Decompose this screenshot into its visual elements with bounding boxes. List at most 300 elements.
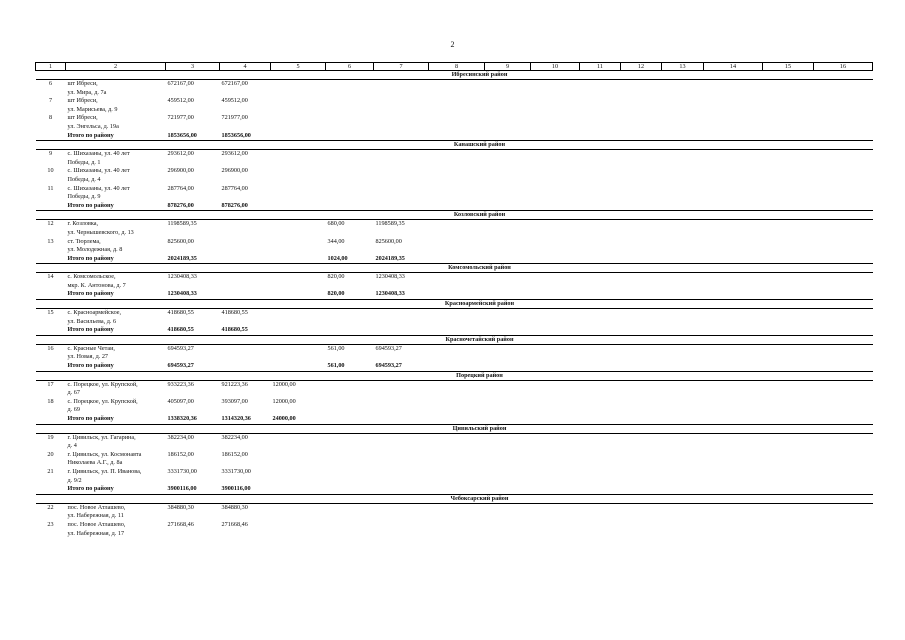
col4-total: [220, 255, 271, 264]
address-line: ул. Набережная, д. 11: [67, 512, 124, 520]
col7-total: [374, 132, 429, 141]
spacer: [531, 494, 873, 503]
row-number: 15: [47, 309, 54, 317]
row-number: 23: [47, 520, 54, 528]
address-line: пос. Новое Атлашево,: [67, 503, 126, 511]
empty-cell: [580, 220, 621, 238]
district-total-row: [36, 132, 873, 141]
empty-cell: [531, 185, 580, 202]
empty-cell: [429, 167, 485, 184]
spacer: [531, 264, 873, 273]
district-header-row: [36, 71, 873, 80]
empty-cell: [763, 521, 814, 538]
col6-total: [326, 202, 374, 211]
empty-cell: [485, 97, 531, 114]
col6-value: [326, 150, 374, 168]
row-number: 10: [47, 167, 54, 175]
empty-cell: [531, 433, 580, 451]
empty-cell: [704, 503, 763, 521]
col3-value: 825600,00: [167, 237, 194, 245]
empty-cell: [580, 255, 621, 264]
col6-value: [326, 451, 374, 468]
empty-cell: [763, 362, 814, 371]
col3-value: 271668,46: [167, 520, 194, 528]
address-cell: [66, 521, 166, 538]
col4-value: 459512,00: [221, 97, 248, 105]
empty-cell: [429, 290, 485, 299]
empty-cell: [531, 326, 580, 335]
empty-cell: [36, 485, 66, 494]
address-line: ул. Набережная, д. 17: [67, 529, 125, 537]
col4-value: [220, 220, 271, 238]
empty-cell: [531, 202, 580, 211]
address-cell: [66, 273, 166, 291]
empty-cell: [580, 415, 621, 424]
col3-total: 1230408,33: [166, 290, 220, 299]
empty-cell: [580, 309, 621, 327]
empty-cell: [580, 362, 621, 371]
empty-cell: [763, 97, 814, 114]
address-line: с. Шихазаны, ул. 40 лет: [67, 167, 130, 175]
col7-value: [374, 150, 429, 168]
address-cell: [66, 150, 166, 168]
empty-cell: [531, 273, 580, 291]
address-line: г. Козловка,: [67, 220, 99, 228]
spacer: [531, 211, 873, 220]
address-line: с. Шихазаны, ул. 40 лет: [67, 150, 130, 158]
empty-cell: [704, 468, 763, 485]
col4-value: 921223,36: [221, 380, 248, 388]
empty-cell: [485, 202, 531, 211]
col5-total: [271, 362, 326, 371]
col5-value: [271, 185, 326, 202]
address-cell: [66, 97, 166, 114]
empty-cell: [429, 80, 485, 98]
col6-total: [326, 415, 374, 424]
col7-value: [374, 97, 429, 114]
col4-total: 1314320,36: [220, 415, 271, 424]
address-cell: [66, 398, 166, 415]
empty-cell: [662, 114, 704, 131]
empty-cell: [704, 380, 763, 398]
spacer: [36, 141, 429, 150]
empty-cell: [485, 80, 531, 98]
address-cell: [66, 114, 166, 131]
col5-total: [271, 485, 326, 494]
col3-value: 459512,00: [167, 97, 194, 105]
empty-cell: [485, 503, 531, 521]
address-line: Победы, д. 9: [67, 193, 101, 201]
col5-value: [271, 344, 326, 362]
col6-value: 561,00: [327, 344, 345, 352]
col4-value: 721977,00: [221, 114, 248, 122]
page-number: 2: [450, 40, 455, 49]
col6-total: 1024,00: [326, 255, 374, 264]
address-line: с. Шихазаны, ул. 40 лет: [67, 184, 130, 192]
col3-value: 933223,36: [167, 380, 194, 388]
empty-cell: [763, 344, 814, 362]
col4-value: 393097,00: [221, 397, 248, 405]
empty-cell: [814, 326, 873, 335]
district-header-row: [36, 371, 873, 380]
col3-value: 296900,00: [167, 167, 194, 175]
empty-cell: [580, 132, 621, 141]
column-header: 10: [531, 63, 580, 71]
address-cell: [66, 503, 166, 521]
column-header: 1: [36, 63, 66, 71]
empty-cell: [429, 362, 485, 371]
empty-cell: [621, 362, 662, 371]
empty-cell: [429, 220, 485, 238]
empty-cell: [485, 167, 531, 184]
spacer: [36, 335, 429, 344]
empty-cell: [662, 255, 704, 264]
empty-cell: [429, 433, 485, 451]
empty-cell: [485, 309, 531, 327]
col7-value: [374, 433, 429, 451]
empty-cell: [814, 114, 873, 131]
empty-cell: [621, 202, 662, 211]
empty-cell: [580, 202, 621, 211]
row-number: 9: [48, 150, 53, 158]
empty-cell: [763, 255, 814, 264]
column-header: 2: [66, 63, 166, 71]
col3-total: 878276,00: [166, 202, 220, 211]
empty-cell: [580, 150, 621, 168]
empty-cell: [429, 185, 485, 202]
district-total-row: [36, 255, 873, 264]
empty-cell: [814, 202, 873, 211]
column-header: 6: [326, 63, 374, 71]
col3-value: 721977,00: [167, 114, 194, 122]
col5-value: [271, 433, 326, 451]
col3-value: 1198589,35: [167, 220, 197, 228]
empty-cell: [485, 238, 531, 255]
col6-value: [326, 521, 374, 538]
empty-cell: [580, 238, 621, 255]
empty-cell: [531, 362, 580, 371]
table-row: [36, 167, 873, 184]
col7-total: [374, 485, 429, 494]
empty-cell: [429, 485, 485, 494]
district-total-row: [36, 202, 873, 211]
total-label: Итого по району: [66, 415, 166, 424]
empty-cell: [485, 415, 531, 424]
row-number: 13: [47, 237, 54, 245]
empty-cell: [485, 273, 531, 291]
col5-total: 24000,00: [271, 415, 326, 424]
empty-cell: [531, 238, 580, 255]
col4-value: 382234,00: [221, 433, 248, 441]
col6-value: [326, 468, 374, 485]
empty-cell: [621, 451, 662, 468]
column-header: 5: [271, 63, 326, 71]
empty-cell: [429, 398, 485, 415]
col6-value: [326, 97, 374, 114]
col5-value: [271, 521, 326, 538]
col5-value: [271, 309, 326, 327]
empty-cell: [763, 150, 814, 168]
address-line: д. 9/2: [67, 476, 82, 484]
table-row: [36, 344, 873, 362]
empty-cell: [429, 326, 485, 335]
col6-total: [326, 132, 374, 141]
empty-cell: [429, 309, 485, 327]
empty-cell: [531, 451, 580, 468]
col7-value: 1198589,35: [375, 220, 405, 228]
row-number: 17: [47, 380, 54, 388]
empty-cell: [704, 326, 763, 335]
spacer: [531, 424, 873, 433]
col4-total: 1853656,00: [220, 132, 271, 141]
empty-cell: [580, 521, 621, 538]
empty-cell: [429, 503, 485, 521]
empty-cell: [621, 80, 662, 98]
empty-cell: [580, 167, 621, 184]
empty-cell: [531, 415, 580, 424]
empty-cell: [704, 220, 763, 238]
district-name: Козловский район: [429, 211, 531, 220]
empty-cell: [662, 202, 704, 211]
empty-cell: [763, 202, 814, 211]
empty-cell: [814, 344, 873, 362]
address-line: г. Цивильск, ул. Гагарина,: [67, 433, 136, 441]
col3-value: 694593,27: [167, 344, 194, 352]
spacer: [36, 264, 429, 273]
empty-cell: [704, 344, 763, 362]
address-line: с. Красные Четаи,: [67, 344, 115, 352]
col6-value: [326, 433, 374, 451]
col4-total: [220, 290, 271, 299]
address-line: с. Порецкое, ул. Крупской,: [67, 397, 138, 405]
empty-cell: [814, 220, 873, 238]
total-label: Итого по району: [66, 255, 166, 264]
empty-cell: [36, 362, 66, 371]
col6-value: 680,00: [327, 220, 345, 228]
empty-cell: [621, 150, 662, 168]
col3-total: 1338320,36: [166, 415, 220, 424]
empty-cell: [580, 114, 621, 131]
col4-total: 878276,00: [220, 202, 271, 211]
address-cell: [66, 380, 166, 398]
column-header: 14: [704, 63, 763, 71]
empty-cell: [763, 80, 814, 98]
col3-value: 3331730,00: [167, 467, 197, 475]
empty-cell: [485, 114, 531, 131]
empty-cell: [621, 415, 662, 424]
spacer: [36, 494, 429, 503]
empty-cell: [531, 380, 580, 398]
empty-cell: [814, 150, 873, 168]
address-line: д. 69: [67, 406, 80, 414]
address-line: ул. Чернышевского, д. 13: [67, 228, 134, 236]
empty-cell: [531, 80, 580, 98]
table-row: [36, 150, 873, 168]
empty-cell: [814, 468, 873, 485]
col3-total: 1853656,00: [166, 132, 220, 141]
empty-cell: [621, 167, 662, 184]
empty-cell: [662, 451, 704, 468]
empty-cell: [662, 380, 704, 398]
address-line: мкр. К. Антонова, д. 7: [67, 281, 126, 289]
col5-value: [271, 273, 326, 291]
row-number: 14: [47, 273, 54, 281]
empty-cell: [36, 255, 66, 264]
empty-cell: [704, 132, 763, 141]
empty-cell: [763, 485, 814, 494]
empty-cell: [531, 114, 580, 131]
table-row: [36, 185, 873, 202]
empty-cell: [485, 521, 531, 538]
empty-cell: [704, 255, 763, 264]
empty-cell: [531, 255, 580, 264]
empty-cell: [662, 468, 704, 485]
col5-value: [271, 468, 326, 485]
col6-total: 561,00: [326, 362, 374, 371]
empty-cell: [814, 238, 873, 255]
col4-value: 293612,00: [221, 150, 248, 158]
empty-cell: [704, 80, 763, 98]
col5-total: [271, 326, 326, 335]
budget-table: [35, 62, 873, 538]
table-row: [36, 380, 873, 398]
empty-cell: [621, 309, 662, 327]
col7-value: [374, 309, 429, 327]
row-number: 19: [47, 433, 54, 441]
empty-cell: [662, 238, 704, 255]
col7-value: [374, 398, 429, 415]
empty-cell: [662, 362, 704, 371]
col5-value: [271, 220, 326, 238]
col7-total: 2024189,35: [374, 255, 429, 264]
empty-cell: [814, 255, 873, 264]
col7-total: [374, 202, 429, 211]
district-header-row: [36, 264, 873, 273]
total-label: Итого по району: [66, 290, 166, 299]
empty-cell: [485, 326, 531, 335]
col5-value: [271, 503, 326, 521]
empty-cell: [763, 185, 814, 202]
empty-cell: [662, 309, 704, 327]
address-line: Победы, д. 1: [67, 158, 101, 166]
spacer: [531, 300, 873, 309]
empty-cell: [704, 485, 763, 494]
total-label: Итого по району: [66, 485, 166, 494]
district-name: Красноармейский район: [429, 300, 531, 309]
empty-cell: [763, 451, 814, 468]
empty-cell: [36, 290, 66, 299]
empty-cell: [621, 468, 662, 485]
empty-cell: [621, 238, 662, 255]
col6-total: 820,00: [326, 290, 374, 299]
empty-cell: [763, 503, 814, 521]
empty-cell: [814, 167, 873, 184]
empty-cell: [814, 290, 873, 299]
table-row: [36, 97, 873, 114]
table-row: [36, 503, 873, 521]
empty-cell: [814, 521, 873, 538]
address-line: ул. Мира, д. 7а: [67, 88, 107, 96]
empty-cell: [429, 468, 485, 485]
col4-value: 186152,00: [221, 450, 248, 458]
empty-cell: [621, 273, 662, 291]
row-number: 6: [48, 80, 53, 87]
table-row: [36, 220, 873, 238]
empty-cell: [763, 433, 814, 451]
col4-value: 287764,00: [221, 184, 248, 192]
col5-total: [271, 290, 326, 299]
col3-total: 418680,55: [166, 326, 220, 335]
district-header-row: [36, 335, 873, 344]
table-body: [36, 71, 873, 539]
address-cell: [66, 433, 166, 451]
empty-cell: [580, 433, 621, 451]
empty-cell: [429, 114, 485, 131]
empty-cell: [621, 380, 662, 398]
empty-cell: [662, 503, 704, 521]
spacer: [36, 424, 429, 433]
empty-cell: [36, 202, 66, 211]
col7-value: 825600,00: [375, 237, 402, 245]
col4-value: 384880,30: [221, 503, 248, 511]
col4-value: [220, 344, 271, 362]
empty-cell: [814, 132, 873, 141]
empty-cell: [662, 398, 704, 415]
col6-value: [326, 309, 374, 327]
empty-cell: [485, 220, 531, 238]
row-number: 18: [47, 397, 54, 405]
col6-total: [326, 326, 374, 335]
address-line: д. 67: [67, 389, 80, 397]
col5-value: [271, 150, 326, 168]
row-number: 16: [47, 344, 54, 352]
empty-cell: [485, 468, 531, 485]
empty-cell: [814, 362, 873, 371]
address-line: с. Порецкое, ул. Крупской,: [67, 380, 138, 388]
empty-cell: [485, 362, 531, 371]
empty-cell: [763, 238, 814, 255]
district-name: Цивильский район: [429, 424, 531, 433]
col7-value: [374, 380, 429, 398]
spacer: [36, 300, 429, 309]
district-name: Канашский район: [429, 141, 531, 150]
col4-value: 271668,46: [221, 520, 248, 528]
empty-cell: [704, 398, 763, 415]
col7-value: 694593,27: [375, 344, 402, 352]
col3-value: 293612,00: [167, 150, 194, 158]
empty-cell: [814, 503, 873, 521]
empty-cell: [580, 503, 621, 521]
col5-value: 12000,00: [272, 397, 296, 405]
empty-cell: [763, 220, 814, 238]
empty-cell: [814, 97, 873, 114]
col3-value: 418680,55: [167, 309, 194, 317]
empty-cell: [485, 380, 531, 398]
empty-cell: [531, 521, 580, 538]
empty-cell: [621, 344, 662, 362]
col5-total: [271, 202, 326, 211]
empty-cell: [662, 80, 704, 98]
empty-cell: [814, 485, 873, 494]
empty-cell: [763, 380, 814, 398]
empty-cell: [704, 185, 763, 202]
empty-cell: [704, 273, 763, 291]
column-header: 4: [220, 63, 271, 71]
district-total-row: [36, 415, 873, 424]
column-header: 13: [662, 63, 704, 71]
empty-cell: [662, 97, 704, 114]
empty-cell: [621, 485, 662, 494]
